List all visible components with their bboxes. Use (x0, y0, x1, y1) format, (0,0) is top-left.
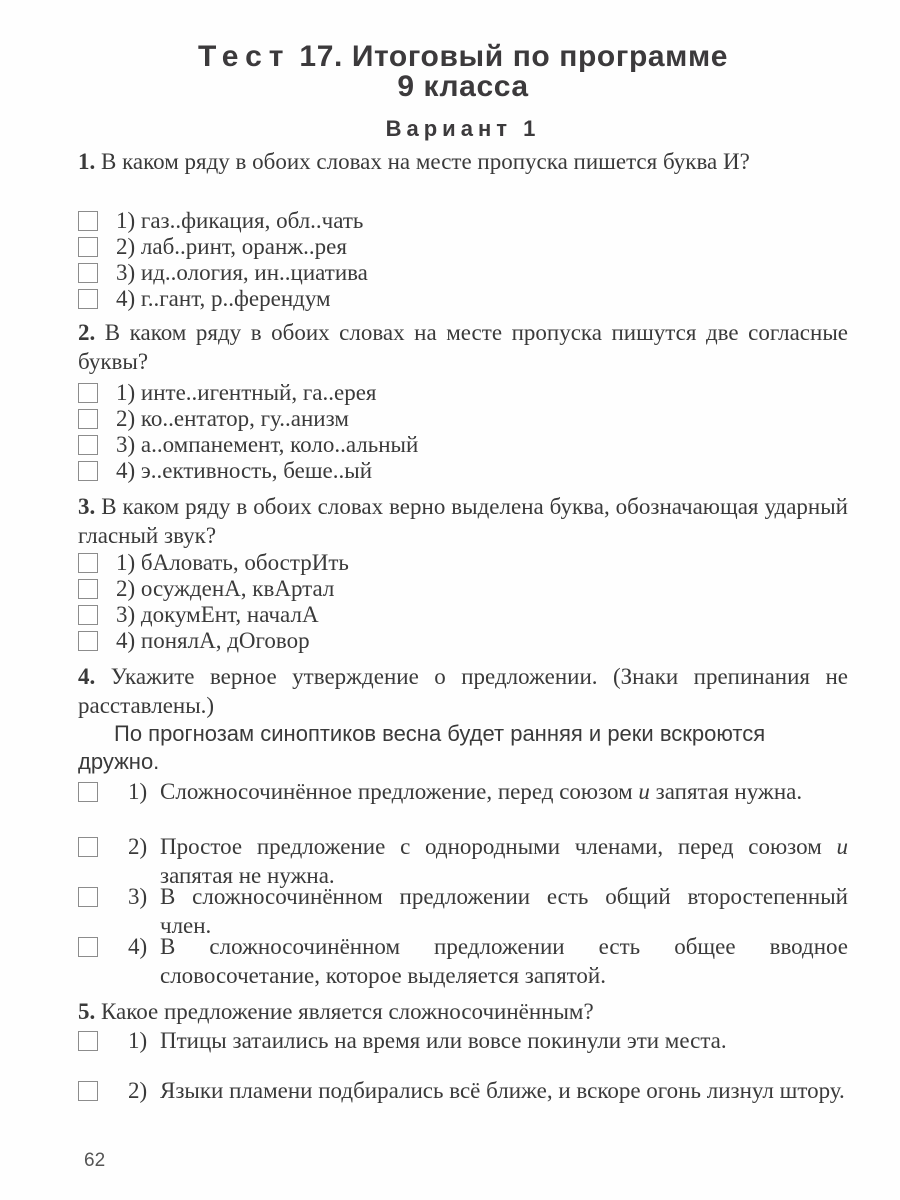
option-italic: и (638, 779, 650, 804)
test-title-line2: 9 класса (397, 70, 529, 103)
option-label: 3) докумЕнт, началА (116, 602, 319, 627)
option-label: 1) газ..фикация, обл..чать (116, 208, 364, 233)
option-label: 1) бАловать, обострИть (116, 550, 349, 575)
option-label: 1) инте..игентный, га..ерея (116, 380, 377, 405)
checkbox[interactable] (78, 263, 98, 283)
option-label: 3) а..омпанемент, коло..альный (116, 432, 419, 457)
question-number: 5. (78, 999, 96, 1024)
option-text: Простое предложение с однородными членами, перед союзом (160, 834, 837, 859)
option-label: 3) ид..ология, ин..циатива (116, 260, 368, 285)
question-text: В каком ряду в обоих словах верно выделена буква, обозначающая ударный гласный звук? (78, 494, 848, 548)
answer-option[interactable] (78, 380, 848, 406)
option-number: 1) (128, 1028, 148, 1053)
option-text: Сложносочинённое предложение, перед союзом (160, 779, 639, 804)
checkbox[interactable] (78, 837, 98, 857)
checkbox[interactable] (78, 237, 98, 257)
option-label: 4) г..гант, р..ферендум (116, 286, 331, 311)
option-label: 2) лаб..ринт, оранж..рея (116, 234, 347, 259)
answer-option[interactable] (78, 234, 848, 260)
checkbox[interactable] (78, 553, 98, 573)
question-number: 4. (78, 664, 96, 689)
answer-option[interactable] (78, 286, 848, 312)
sample-sentence: По прогнозам синоптиков весна будет ранняя и реки вскроются дружно. (78, 721, 766, 774)
checkbox[interactable] (78, 782, 98, 802)
option-text: запятая не нужна. (160, 863, 335, 888)
option-label (160, 777, 848, 806)
option-label: 4) э..ективность, беше..ый (116, 458, 372, 483)
question-text: В каком ряду в обоих словах на месте пропуска пишется буква И? (95, 149, 750, 174)
question-text: Укажите верное утверждение о предложении. (Знаки препинания не расставлены.) (78, 664, 848, 718)
checkbox[interactable] (78, 1031, 98, 1051)
answer-option[interactable] (78, 432, 848, 458)
answer-option[interactable] (78, 602, 848, 628)
checkbox[interactable] (78, 435, 98, 455)
checkbox[interactable] (78, 461, 98, 481)
question-2 (78, 318, 848, 376)
answer-option[interactable] (78, 458, 848, 484)
option-label: В сложносочинённом предложении есть общее вводное словосочетание, которое выделяется запятой. (160, 934, 848, 988)
option-label: 2) ко..ентатор, гу..анизм (116, 406, 349, 431)
option-label: Птицы затаились на время или вовсе покинули эти места. (160, 1028, 727, 1053)
question-number: 3. (78, 494, 96, 519)
option-number: 4) (128, 934, 148, 959)
test-title (78, 40, 848, 74)
option-number: 3) (128, 884, 148, 909)
answer-option[interactable] (78, 260, 848, 286)
question-number: 1. (78, 149, 96, 174)
title-rest: 17. Итоговый по программе (290, 40, 729, 73)
checkbox[interactable] (78, 887, 98, 907)
variant-heading: Вариант 1 (385, 116, 541, 141)
checkbox[interactable] (78, 579, 98, 599)
title-prefix: Тест (197, 40, 291, 73)
checkbox[interactable] (78, 383, 98, 403)
question-1 (78, 147, 848, 176)
answer-option[interactable] (78, 576, 848, 602)
option-number: 1) (128, 779, 148, 804)
checkbox[interactable] (78, 289, 98, 309)
checkbox[interactable] (78, 937, 98, 957)
question-text: В каком ряду в обоих словах на месте пропуска пишутся две согласные буквы? (78, 320, 848, 374)
question-number: 2. (78, 320, 96, 345)
question-3 (78, 492, 848, 550)
option-label: 2) осужденА, квАртал (116, 576, 335, 601)
question-text: Какое предложение является сложносочинённым? (95, 999, 594, 1024)
answer-option[interactable] (78, 628, 848, 654)
option-label: 4) понялА, дОговор (116, 628, 310, 653)
option-label: Языки пламени подбирались всё ближе, и вскоре огонь лизнул штору. (160, 1078, 845, 1103)
page-number: 62 (84, 1150, 106, 1171)
option-number: 2) (128, 1078, 148, 1103)
option-italic: и (836, 834, 848, 859)
checkbox[interactable] (78, 631, 98, 651)
answer-option[interactable] (78, 208, 848, 234)
option-text: запятая нужна. (649, 779, 803, 804)
checkbox[interactable] (78, 1081, 98, 1101)
question-5 (78, 997, 848, 1026)
checkbox[interactable] (78, 409, 98, 429)
question-4 (78, 662, 848, 720)
answer-option[interactable] (78, 550, 848, 576)
option-number: 2) (128, 834, 148, 859)
checkbox[interactable] (78, 605, 98, 625)
option-label: В сложносочинённом предложении есть общий второстепенный член. (160, 884, 848, 938)
answer-option[interactable] (78, 406, 848, 432)
checkbox[interactable] (78, 211, 98, 231)
